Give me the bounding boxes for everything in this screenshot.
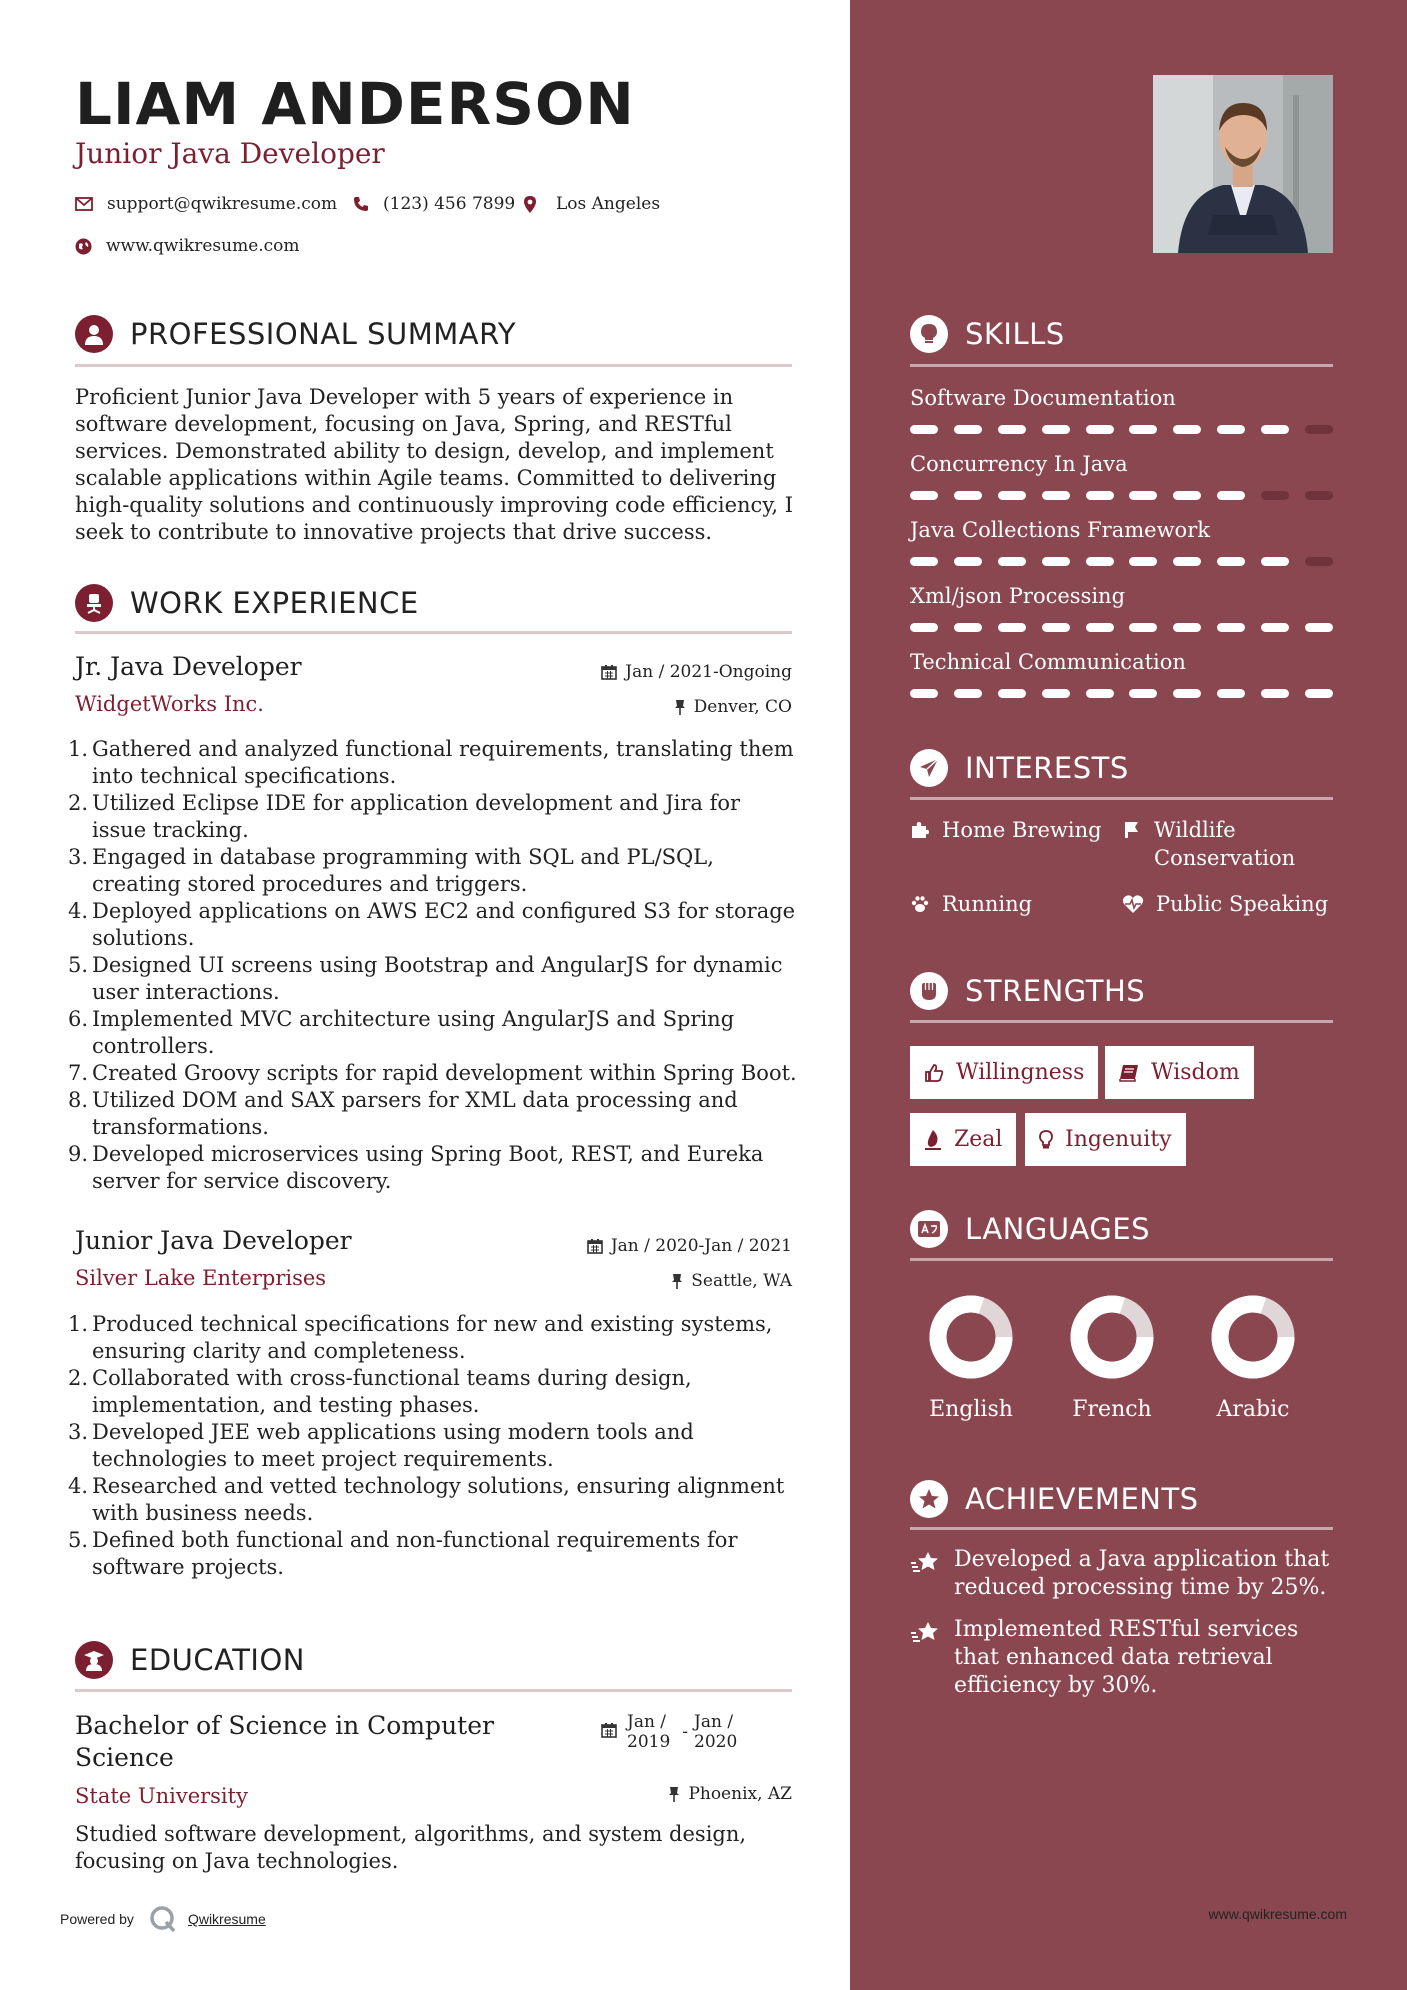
interest-item: Wildlife Conservation — [1122, 816, 1332, 872]
skill-level-bar — [910, 557, 1333, 566]
pushpin-icon — [671, 1273, 683, 1289]
skill-level-dash — [1173, 557, 1201, 566]
footer-website[interactable]: www.qwikresume.com — [1208, 1906, 1347, 1922]
language-proficiency-chart — [929, 1295, 1013, 1379]
skill-level-dash — [998, 689, 1026, 698]
list-item: 9. Developed microservices using Spring Boot, REST, and Eureka server for service discovery. — [68, 1142, 764, 1193]
skill-name: Technical Communication — [910, 650, 1186, 674]
interest-item: Running — [910, 890, 1032, 918]
interests-divider — [910, 797, 1333, 800]
skill-level-dash — [1129, 425, 1157, 434]
website-text: www.qwikresume.com — [106, 236, 300, 256]
strength-tag: Willingness — [910, 1046, 1098, 1099]
list-item: 3. Engaged in database programming with SQL and PL/SQL, creating stored procedures and triggers. — [68, 845, 714, 896]
strength-tag: Wisdom — [1105, 1046, 1254, 1099]
achievements-header — [910, 1480, 1199, 1518]
education-heading: EDUCATION — [130, 1643, 306, 1677]
skill-level-dash — [910, 689, 938, 698]
list-item: 6. Implemented MVC architecture using AngularJS and Spring controllers. — [68, 1007, 735, 1058]
job-location-text: Denver, CO — [693, 697, 792, 717]
date-separator: - — [682, 1722, 689, 1742]
paper-plane-icon — [910, 749, 948, 787]
star-hand-icon — [910, 1620, 942, 1644]
envelope-icon — [75, 197, 93, 211]
interests-heading: INTERESTS — [965, 751, 1129, 785]
job-title: Junior Java Developer — [75, 1226, 352, 1255]
education-dates — [601, 1712, 737, 1752]
skill-level-dash — [954, 425, 982, 434]
profile-photo — [1153, 75, 1333, 253]
skill-level-dash — [1217, 623, 1245, 632]
skill-level-dash — [910, 425, 938, 434]
job-location-text: Seattle, WA — [691, 1271, 792, 1291]
language-name: English — [929, 1397, 1013, 1422]
lightbulb-icon — [910, 315, 948, 353]
job-responsibilities — [68, 1311, 798, 1581]
heartbeat-icon — [1122, 894, 1144, 914]
skill-name: Software Documentation — [910, 386, 1176, 410]
skill-level-dash — [1173, 491, 1201, 500]
office-chair-icon — [75, 584, 113, 622]
skill-level-dash — [1261, 425, 1289, 434]
languages-heading: LANGUAGES — [965, 1212, 1151, 1246]
skill-name: Concurrency In Java — [910, 452, 1128, 476]
skill-level-dash — [1217, 557, 1245, 566]
skill-level-dash — [1042, 623, 1070, 632]
strength-tag: Zeal — [910, 1113, 1016, 1166]
skill-level-dash — [1305, 689, 1333, 698]
language-proficiency-chart — [1070, 1295, 1154, 1379]
skill-level-dash — [954, 557, 982, 566]
experience-header — [75, 584, 419, 622]
star-badge-icon — [910, 1480, 948, 1518]
skill-level-dash — [998, 425, 1026, 434]
skill-level-dash — [1042, 689, 1070, 698]
list-item: 1. Gathered and analyzed functional requirements, translating them into technical specifications. — [68, 737, 794, 788]
experience-heading: WORK EXPERIENCE — [130, 586, 419, 620]
skills-divider — [910, 364, 1333, 367]
list-item: 2. Utilized Eclipse IDE for application development and Jira for issue tracking. — [68, 791, 741, 842]
job-dates — [587, 1236, 792, 1256]
education-divider — [75, 1689, 792, 1692]
achievements-heading: ACHIEVEMENTS — [965, 1482, 1199, 1516]
list-item: 4. Researched and vetted technology solutions, ensuring alignment with business needs. — [68, 1474, 785, 1525]
skill-level-dash — [1305, 425, 1333, 434]
skill-level-bar — [910, 689, 1333, 698]
job-location — [671, 1271, 792, 1291]
skill-level-dash — [1086, 425, 1114, 434]
skill-level-dash — [1261, 689, 1289, 698]
skill-level-dash — [1173, 689, 1201, 698]
candidate-name: LIAM ANDERSON — [75, 70, 635, 138]
achievement-item: Implemented RESTful services that enhanced data retrieval efficiency by 30%. — [910, 1616, 1340, 1700]
list-item: 5. Designed UI screens using Bootstrap and AngularJS for dynamic user interactions. — [68, 953, 783, 1004]
fire-icon — [924, 1129, 942, 1151]
contact-phone[interactable] — [353, 194, 515, 214]
education-description: Studied software development, algorithms, and system design, focusing on Java technologies. — [75, 1822, 747, 1873]
job-location — [674, 697, 792, 717]
skill-level-dash — [1173, 425, 1201, 434]
education-location-text: Phoenix, AZ — [688, 1784, 792, 1804]
language-name: French — [1072, 1397, 1152, 1422]
contact-location — [524, 194, 660, 214]
list-item: 3. Developed JEE web applications using modern tools and technologies to meet project requirements. — [68, 1420, 694, 1471]
skill-level-dash — [1129, 689, 1157, 698]
candidate-title: Junior Java Developer — [75, 137, 385, 170]
qwikresume-link[interactable]: Qwikresume — [187, 1911, 266, 1927]
thumbs-up-icon — [924, 1063, 944, 1083]
achievements-divider — [910, 1527, 1333, 1530]
pushpin-icon — [668, 1786, 680, 1802]
job-dates-text: Jan / 2020-Jan / 2021 — [610, 1236, 792, 1256]
contact-email[interactable] — [75, 194, 337, 214]
education-start: Jan / 2019 — [627, 1712, 671, 1752]
interest-item: Public Speaking — [1122, 890, 1328, 918]
summary-text: Proficient Junior Java Developer with 5 years of experience in software development, focusing on Java, Spring, and RESTful services. Demonstrated ability to design, develop, and implement scalable applications within Agile teams. Committed to delivering high-quality solutions and continuously improving code efficiency, I seek to contribute to innovative projects that drive success. — [75, 385, 794, 544]
email-text: support@qwikresume.com — [107, 194, 338, 214]
education-header — [75, 1641, 305, 1679]
skill-level-dash — [1217, 689, 1245, 698]
lightbulb-icon — [1039, 1130, 1053, 1150]
languages-divider — [910, 1258, 1333, 1261]
paw-icon — [910, 894, 930, 914]
skill-name: Java Collections Framework — [910, 518, 1210, 542]
skill-level-dash — [1086, 689, 1114, 698]
summary-heading: PROFESSIONAL SUMMARY — [130, 317, 517, 351]
list-item: 1. Produced technical specifications for new and existing systems, ensuring clarity and completeness. — [68, 1312, 773, 1363]
graduate-icon — [75, 1641, 113, 1679]
phone-text: (123) 456 7899 — [383, 194, 516, 214]
skill-level-dash — [910, 491, 938, 500]
puzzle-icon — [910, 820, 930, 840]
footer-powered-by — [60, 1904, 266, 1934]
skill-level-dash — [1129, 557, 1157, 566]
strengths-divider — [910, 1020, 1333, 1023]
skill-level-dash — [1261, 557, 1289, 566]
education-location — [668, 1784, 792, 1804]
skill-level-dash — [1086, 623, 1114, 632]
strengths-heading: STRENGTHS — [965, 974, 1146, 1008]
qwikresume-logo-icon — [148, 1904, 178, 1934]
contact-website[interactable] — [75, 236, 300, 256]
experience-divider — [75, 631, 792, 634]
star-hand-icon — [910, 1550, 942, 1574]
skill-level-dash — [910, 557, 938, 566]
skill-level-dash — [998, 557, 1026, 566]
skill-level-dash — [1217, 425, 1245, 434]
list-item: 4. Deployed applications on AWS EC2 and configured S3 for storage solutions. — [68, 899, 796, 950]
skill-level-dash — [910, 623, 938, 632]
degree-title: Bachelor of Science in Computer Science — [75, 1711, 494, 1772]
skill-level-dash — [1305, 623, 1333, 632]
skill-level-dash — [1261, 623, 1289, 632]
skill-level-dash — [1305, 491, 1333, 500]
flag-icon — [1122, 820, 1142, 840]
skill-level-dash — [1129, 623, 1157, 632]
skill-level-dash — [1086, 491, 1114, 500]
skill-level-bar — [910, 623, 1333, 632]
calendar-icon — [587, 1238, 603, 1254]
interests-header — [910, 749, 1129, 787]
skill-level-dash — [1129, 491, 1157, 500]
skill-level-bar — [910, 491, 1333, 500]
school-name: State University — [75, 1784, 248, 1808]
list-item: 5. Defined both functional and non-functional requirements for software projects. — [68, 1528, 738, 1579]
achievement-item: Developed a Java application that reduced processing time by 25%. — [910, 1546, 1340, 1602]
user-icon — [75, 315, 113, 353]
skill-name: Xml/json Processing — [910, 584, 1126, 608]
strengths-header — [910, 972, 1145, 1010]
map-marker-icon — [524, 196, 536, 213]
education-end: Jan / 2020 — [694, 1712, 738, 1752]
phone-icon — [353, 196, 369, 212]
summary-divider — [75, 364, 792, 367]
strength-tag: Ingenuity — [1025, 1113, 1186, 1166]
skill-level-dash — [1217, 491, 1245, 500]
job-dates-text: Jan / 2021-Ongoing — [625, 662, 792, 682]
pushpin-icon — [674, 699, 686, 715]
language-proficiency-chart — [1211, 1295, 1295, 1379]
list-item: 7. Created Groovy scripts for rapid development within Spring Boot. — [68, 1061, 797, 1085]
powered-by-text: Powered by — [60, 1911, 134, 1927]
skill-level-dash — [998, 491, 1026, 500]
languages-header — [910, 1210, 1150, 1248]
calendar-icon — [601, 664, 617, 680]
skill-level-dash — [998, 623, 1026, 632]
skill-level-dash — [1042, 557, 1070, 566]
language-icon — [910, 1210, 948, 1248]
list-item: 8. Utilized DOM and SAX parsers for XML data processing and transformations. — [68, 1088, 738, 1139]
company-name: WidgetWorks Inc. — [75, 692, 264, 716]
skill-level-dash — [954, 491, 982, 500]
skill-level-dash — [1042, 491, 1070, 500]
skill-level-dash — [1086, 557, 1114, 566]
globe-icon — [75, 238, 92, 255]
skill-level-dash — [954, 623, 982, 632]
job-dates — [601, 662, 792, 682]
language-name: Arabic — [1216, 1397, 1290, 1422]
calendar-icon — [601, 1722, 617, 1738]
book-icon — [1119, 1064, 1139, 1082]
fist-icon — [910, 972, 948, 1010]
location-text: Los Angeles — [556, 194, 661, 214]
skill-level-bar — [910, 425, 1333, 434]
skill-level-dash — [1261, 491, 1289, 500]
skills-heading: SKILLS — [965, 317, 1065, 351]
skill-level-dash — [954, 689, 982, 698]
skill-level-dash — [1042, 425, 1070, 434]
company-name: Silver Lake Enterprises — [75, 1266, 327, 1290]
job-title: Jr. Java Developer — [75, 652, 302, 681]
list-item: 2. Collaborated with cross-functional teams during design, implementation, and testing phases. — [68, 1366, 692, 1417]
interest-item: Home Brewing — [910, 816, 1102, 844]
job-responsibilities — [68, 736, 798, 1195]
skill-level-dash — [1173, 623, 1201, 632]
skills-header — [910, 315, 1065, 353]
skill-level-dash — [1305, 557, 1333, 566]
summary-header — [75, 315, 516, 353]
